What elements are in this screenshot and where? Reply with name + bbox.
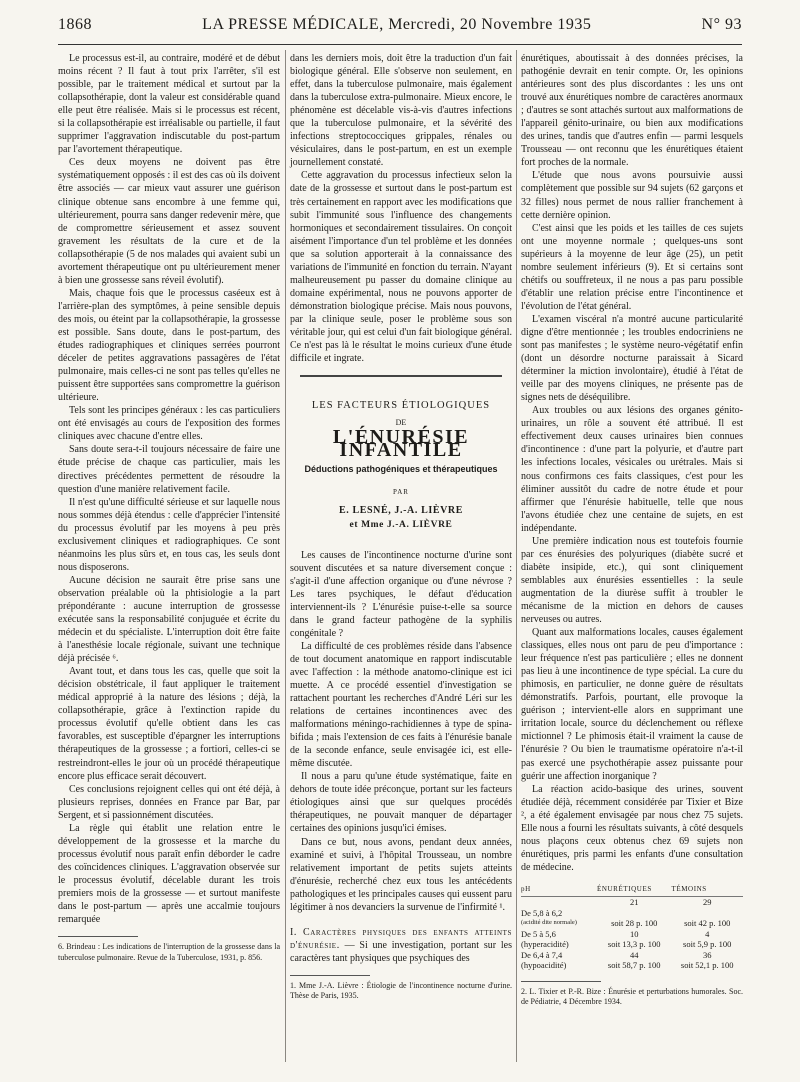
column-3 [521, 52, 743, 1008]
paragraph: énurétiques, aboutissait à des données précises, la pathogénie devrait en tenir compte. Or, les opinions antérieures sont des plus discordantes : les uns ont trouvé aux énurétiques nombre de caractères anormaux ; d'autres se sont attachés surtout aux malformations de l'appareil génito-urinaire, ou bien aux modifications des urines, tandis que d'autres enfin — parmi lesquels Trousseau — ont reconnu que les énurétiques étaient fort proches de la normale. [521, 53, 743, 169]
paragraph: Les causes de l'incontinence nocturne d'urine sont souvent discutées et sa nature diversement conçue : s'agit-il d'une affection organique ou d'une névrose ? Les tares psychiques, le défaut d'éducation interviennent-ils ? L'énurésie puise-t-elle sa source dans le grand facteur pathogène de la syphilis congénitale ? [290, 549, 512, 639]
journal-title: LA PRESSE MÉDICALE, Mercredi, 20 Novembre 1935 [202, 16, 592, 33]
table-cell: 21 [629, 897, 639, 908]
ph-table [521, 882, 743, 971]
table-cell: soit 52,1 p. 100 [680, 960, 734, 971]
paragraph: Ces deux moyens ne doivent pas être systématiquement opposés : il est des cas où ils doivent être associés — car mieux vaut assurer une guérison clinique obtenue sans encombre à une femme qui, ultérieurement, pourra sans danger redevenir mère, que de compromettre sérieusement et assez souvent gravement les résultats de la cure et de la collapsothérapie (5 de nos malades qui avaient subi un avortement thérapeutique ont pu ultérieurement mener à bien une grossesse sans réveil évolutif). [58, 157, 280, 286]
table-cell: (hyperacidité) [521, 939, 569, 950]
table-cell: soit 5,9 p. 100 [683, 939, 732, 950]
issue-number: N° 93 [701, 16, 742, 33]
table-row [521, 908, 743, 919]
footnote: 2. L. Tixier et P.-R. Bize : Énurésie et perturbations humorales. Soc. de Pédiatrie, 4 Décembre 1934. [521, 986, 743, 1007]
table-header: pH [521, 882, 597, 897]
article-divider [300, 375, 502, 377]
table-header: TÉMOINS [671, 882, 743, 897]
article-headline: L'ÉNURÉSIE INFANTILE [332, 426, 470, 462]
paragraph: L'étude que nous avons poursuivie aussi complètement que possible sur 94 sujets (62 garçons et 32 filles) nous permet de nous rallier franchement à cette dernière opinion. [521, 170, 743, 221]
column-separator [516, 50, 517, 1062]
table-row [521, 960, 743, 971]
paragraph: Une première indication nous est toutefois fournie par ces énurésies des polyuriques (diabète sucré et diabète insipide, etc.), qui sont cliniquement semblables aux énurésies essentielles : la seule augmentation de la diurèse suffit à troubler le mécanisme de la miction en dehors de causes nerveuses ou autres. [521, 535, 743, 626]
table-cell: soit 42 p. 100 [684, 918, 731, 929]
paragraph: Quant aux malformations locales, causes également classiques, elles nous ont paru de peu d'importance : leur fréquence n'est pas particulière ; elles ne donnent pas lieu à une incontinence de type spécial. La cure du phimosis, en particulier, ne donne guère de résultats démonstratifs. Parfois, pourtant, elle provoque la guérison ; intervient-elle alors en supprimant une irritation locale, source du déclenchement ou réflexe mictionnel ? Le phimosis était-il vraiment la cause de l'énurésie ? Ou bien le traumatisme opératoire n'a-t-il pas exercé une psychothérapie assez puissante pour guérir une affection inorganique ? [521, 627, 743, 782]
footnote-rule [521, 981, 601, 982]
paragraph: L'examen viscéral n'a montré aucune particularité digne d'être mentionnée ; les troubles endocriniens ne sont pas manifestes ; le système neuro-végétatif enfin (dont un désordre nocturne paraissait à Sicard déterminer la miction involontaire), étudié à l'état de veille par des moyens cliniques, ne présente pas de signes nets de déséquilibre. [521, 313, 743, 404]
table-row [521, 950, 743, 961]
article-kicker: LES FACTEURS ÉTIOLOGIQUES [311, 400, 491, 412]
table-cell: 4 [705, 928, 710, 939]
section-text: — Si une investigation, portant sur les caractères tant physiques que psychiques des [290, 939, 512, 964]
article-title-block [290, 399, 512, 532]
table-cell [521, 897, 597, 908]
paragraph: Tels sont les principes généraux : les cas particuliers ont été envisagés au cours de l'exposition des formes cliniques avec chacune d'entre elles. [58, 405, 280, 443]
column-1 [58, 52, 280, 963]
paragraph: Le processus est-il, au contraire, modéré et de début moins récent ? Il faut à tout prix l'arrêter, s'il est possible, par le traitement médical et surtout par la collapsothérapie, dont la valeur est considérable quand elle peut être réalisée. Mais si le processus est récent, si la collapsothérapie est irréalisable ou partielle, il faut supprimer l'aggravation indiscutable du post-partum par l'avortement thérapeutique. [58, 53, 280, 156]
paragraph: La difficulté de ces problèmes réside dans l'absence de tout document anatomique en rapport indiscutable avec l'affection : la méthode anatomo-clinique est ici muette. A ce procédé essentiel d'investigation se rattachent pourtant les recherches d'André Léri sur les relations de certaines incontinences avec des malformations méningo-rachidiennes à type de spina-bifida ; mais l'extension de ces faits à l'énurésie banale de la seconde enfance, seule envisagée ici, est elle-même discutée. [290, 640, 512, 770]
table-header: ÉNURÉTIQUES [597, 882, 671, 897]
article-authors-2: et Mme J.-A. LIÈVRE [349, 520, 453, 531]
table-cell: 29 [702, 897, 712, 908]
table-cell: 44 [629, 949, 639, 960]
paragraph: Aux troubles ou aux lésions des organes génito-urinaires, un rôle a souvent été attribué. Il est effectivement deux causes urinaires bien connues d'incontinence : d'une part la polyurie, et d'autre part les infections locales, vésicales ou urétrales. Mais si nous confirmons ces faits classiques, c'est pour les éliminer aussitôt du cadre de notre étude et pour affirmer que l'énurésie habituelle, telle que nous l'avons étudiée chez une centaine de sujets, en est indépendante. [521, 405, 743, 534]
column-2 [290, 52, 512, 1002]
table-cell: (hypoacidité) [521, 960, 567, 971]
table-row [521, 918, 743, 929]
paragraph: La réaction acido-basique des urines, souvent étudiée déjà, récemment considérée par Tixier et Bize ², a été également envisagée par nous chez 75 sujets. Elle nous a fourni les résultats suivants, à côté desquels nous plaçons ceux obtenus chez 69 sujets non énurétiques, pris parmi les enfants d'une consultation de médecine. [521, 783, 743, 873]
table-cell: soit 58,7 p. 100 [607, 960, 661, 971]
paragraph: Mais, chaque fois que le processus caséeux est à l'arrière-plan des symptômes, à peine sensible depuis des mois, ou éteint par la collapsothérapie, la grossesse est possible. Sans doute, dans le post-partum, des études radiographiques et cliniques serrées pourront déceler de petites aggravations passagères de l'état pulmonaire, mais celles-ci ne sont pas telles qu'elles ne puissent être supportées sans compromettre la guérison ultérieure. [58, 287, 280, 404]
page-number: 1868 [58, 16, 92, 33]
table-cell [597, 908, 671, 919]
page-header [58, 16, 742, 42]
table-cell: De 5,8 à 6,2 [521, 907, 563, 918]
paragraph: Avant tout, et dans tous les cas, quelle que soit la décision obstétricale, il faut appliquer le traitement médical approprié à la nature des lésions ; déjà, la collapsothérapie, grâce à l'extinction rapide du processus évolutif qu'elle obtient dans les cas favorables, est susceptible d'épargner les interruptions thérapeutiques de la grossesse ; a fortiori, celles-ci se restreindront-elles le jour où un procédé thérapeutique encore plus efficace serait découvert. [58, 666, 280, 782]
paragraph: Il nous a paru qu'une étude systématique, faite en dehors de toute idée préconçue, portant sur les facteurs étiologiques ainsi que sur quelques procédés thérapeutiques, ne pouvait manquer de départager certaines des opinions jusqu'ici émises. [290, 771, 512, 835]
article-authors: E. LESNÉ, J.-A. LIÈVRE [338, 505, 464, 517]
paragraph: Ces conclusions rejoignent celles qui ont été déjà, à plusieurs reprises, données en France par Bar, par Sergent, et si passionnément discutées. [58, 783, 280, 821]
table-cell: soit 28 p. 100 [611, 918, 658, 929]
paragraph: dans les derniers mois, doit être la traduction d'un fait biologique général. Elle s'observe non seulement, en effet, dans la tuberculose pulmonaire, mais également dans la tuberculose extra-pulmonaire. Mieux encore, le phénomène est décelable vis-à-vis d'autres infections que la tuberculose pulmonaire, et la sévérité des infections streptococciques grippales, rénales ou vésiculaires, dans le post-partum, en est un exemple journellement constaté. [290, 53, 512, 169]
article-deck: Déductions pathogéniques et thérapeutiques [304, 464, 498, 475]
table-cell: 10 [629, 928, 639, 939]
table-cell: (acidité dite normale) [521, 919, 577, 927]
table-cell: soit 13,3 p. 100 [607, 939, 661, 950]
header-rule [58, 44, 742, 45]
table-row [521, 897, 743, 908]
paragraph: Sans doute sera-t-il toujours nécessaire de faire une étude précise de chaque cas particulier, mais les directives précédentes permettent de résoudre la question d'une manière relativement facile. [58, 444, 280, 495]
table-cell [671, 908, 743, 919]
footnote-rule [290, 975, 370, 976]
section-paragraph [290, 926, 512, 965]
footnote: 1. Mme J.-A. Lièvre : Étiologie de l'incontinence nocturne d'urine. Thèse de Paris, 1935. [290, 980, 512, 1001]
footnote: 6. Brindeau : Les indications de l'interruption de la grossesse dans la tuberculose pulmonaire. Revue de la Tuberculose, 1931, p. 856. [58, 942, 280, 962]
paragraph: Il n'est qu'une difficulté sérieuse et sur laquelle nous nous sommes déjà étendus : celle d'apprécier l'intensité du processus évolutif par les moyens à peu près exclusivement cliniques et radiographiques. Ce sont néanmoins les plus sûrs et, en tous cas, les seuls dont nous disposerons. [58, 496, 280, 573]
paragraph: Cette aggravation du processus infectieux selon la date de la grossesse et surtout dans le post-partum est très certainement en rapport avec les modifications que subit l'immunité sous l'influence des changements hormoniques et secondairement tissulaires. On conçoit aisément l'importance d'un tel problème et les données que sa solution apporterait à la connaissance des variations de l'immunité en fonction du terrain. N'ayant malheureusement pu passer du domaine clinique au domaine expérimental, nous ne pouvons apporter de démonstration biologique précise. Mais nous pouvons, par la clinique seule, poser le problème sous son véritable jour, qui est celui d'un fait biologique général. Ce n'est pas là le résultat le moins curieux d'une étude difficile et ingrate. [290, 170, 512, 365]
paragraph: La règle qui établit une relation entre le développement de la grossesse et la marche du processus évolutif nous paraît enfin déborder le cadre des coïncidences cliniques. L'aggravation observée sur le processus évolutif, décelable durant les trois premiers mois de la grossesse — et surtout manifeste dans le post-partum — après une accalmie toujours remarquée [58, 822, 280, 926]
table-cell: De 5 à 5,6 [521, 928, 556, 939]
paragraph: C'est ainsi que les poids et les tailles de ces sujets ont une moyenne normale ; quelques-uns sont supérieurs à la moyenne de leur âge (25), un petit nombre seulement inférieurs (9). Et si certains sont chétifs ou souffreteux, il ne nous a pas paru possible d'établir une relation précise entre l'incontinence et l'évolution de l'état général. [521, 222, 743, 312]
article-par: PAR [393, 488, 409, 497]
section-heading: I. Caractères physiques des enfants atteints d'énurésie. [290, 926, 512, 951]
table-row [521, 929, 743, 940]
table-cell: 36 [702, 949, 712, 960]
table-cell: De 6,4 à 7,4 [521, 949, 563, 960]
paragraph: Aucune décision ne saurait être prise sans une observation préalable où la phtisiologie a la part prépondérante : aucune interruption de grossesse exécutée sans la responsabilité conjuguée et écrite du médecin et du spécialiste. L'interruption doit être faite à l'anesthésie locale régionale, suivant une technique déjà précisée ⁶. [58, 574, 280, 665]
table-row [521, 939, 743, 950]
column-separator [285, 50, 286, 1062]
article-de: DE [395, 418, 407, 428]
paragraph: Dans ce but, nous avons, pendant deux années, examiné et suivi, à l'hôpital Trousseau, un nombre relativement important de petits sujets atteints d'énurésie, recherché chez eux tous les antécédents pathologiques et les principales causes qui eussent paru légitimer à nos devanciers la survenue de l'infirmité ¹. [290, 836, 512, 913]
footnote-rule [58, 936, 138, 937]
